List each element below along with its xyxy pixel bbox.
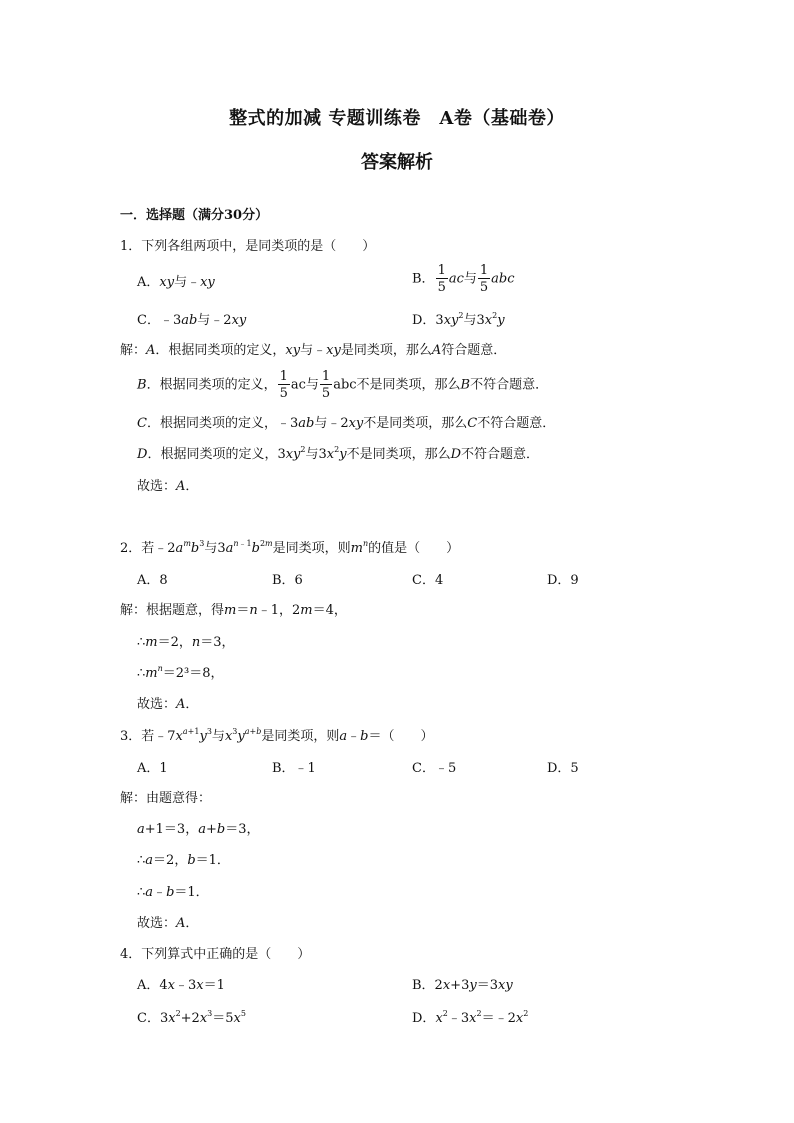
q2-choose: 故选：A． <box>137 697 199 712</box>
q3-stem: 3．若$﹣7x^{a+1}y^3$与$x^3y^{a+b}$是同类项，则a﹣b＝（ ） <box>120 727 434 744</box>
q1-choose: 故选：A． <box>137 479 199 494</box>
q1-answer-d: D．根据同类项的定义，$3xy^2$与$3x^2y$不是同类项，那么D不符合题意． <box>137 445 540 462</box>
q4-option-d: D．$x^2﹣3x^2=﹣2x^2$ <box>412 1009 529 1026</box>
fraction-one-fifth: $\frac{1}{5}$ <box>437 263 446 295</box>
fraction-one-fifth: $\frac{1}{5}$ <box>479 263 489 295</box>
q4-option-c: C．$3x^2+2x^3=5x^5$ <box>137 1009 246 1026</box>
q1-option-d: D．$3xy^2$与$3x^2y$ <box>412 311 505 328</box>
q4-stem: 4．下列算式中正确的是（ ） <box>120 947 311 962</box>
q3-solution-line-4: ∴a﹣b＝1． <box>137 885 209 900</box>
q4-option-b: B．2x+3y＝3xy <box>412 978 513 993</box>
section-heading: 一．选择题（满分30分） <box>120 208 269 223</box>
q3-choose: 故选：A． <box>137 916 199 931</box>
q1-option-c: C．﹣3ab与﹣2xy <box>137 313 247 328</box>
q3-option-a: A．1 <box>137 761 168 776</box>
q1-answer-b: B．根据同类项的定义， $\frac{1}{5}$ ac与 $\frac{1}{5}$ abc不是同类项，那么B不符合题意． <box>137 369 549 401</box>
q3-option-d: D．5 <box>547 761 579 776</box>
q1-stem: 1．下列各组两项中，是同类项的是（ ） <box>120 239 376 254</box>
q2-option-a: A．8 <box>137 573 168 588</box>
q2-option-c: C．4 <box>412 573 444 588</box>
q2-option-b: B．6 <box>272 573 303 588</box>
q1-option-a: A．xy与﹣xy <box>137 275 215 290</box>
q1-answer-c: C．根据同类项的定义，﹣3ab与﹣2xy不是同类项，那么C不符合题意． <box>137 416 556 431</box>
q4-option-a: A．4x﹣3x＝1 <box>137 978 225 993</box>
page-subtitle: 答案解析 <box>361 152 433 173</box>
q3-solution-line-3: ∴a＝2，b＝1． <box>137 853 230 868</box>
q2-stem: 2．若$﹣2a^mb^3$与$3a^{n﹣1}b^{2m}$是同类项，则$m^n$的值是（ ） <box>120 539 460 556</box>
q2-solution-line-3: $\therefore m^n=2^3=8$， <box>137 664 224 681</box>
q3-option-b: B．﹣1 <box>272 761 316 776</box>
q3-solution-line-1: 解：由题意得： <box>120 791 212 806</box>
q1-option-b: B． $\frac{1}{5}$ ac与 $\frac{1}{5}$ abc <box>412 263 515 295</box>
q2-solution-line-1: 解：根据题意，得m＝n﹣1，2m＝4， <box>120 603 347 618</box>
q3-option-c: C．﹣5 <box>412 761 457 776</box>
q2-option-d: D．9 <box>547 573 579 588</box>
page-title: 整式的加减 专题训练卷 A卷（基础卷） <box>229 108 565 129</box>
q3-solution-line-2: a+1＝3，a+b＝3， <box>137 822 260 837</box>
q1-answer-a: 解：A．根据同类项的定义，xy与﹣xy是同类项，那么A符合题意． <box>120 343 507 358</box>
q2-solution-line-2: ∴m＝2，n＝3， <box>137 635 235 650</box>
